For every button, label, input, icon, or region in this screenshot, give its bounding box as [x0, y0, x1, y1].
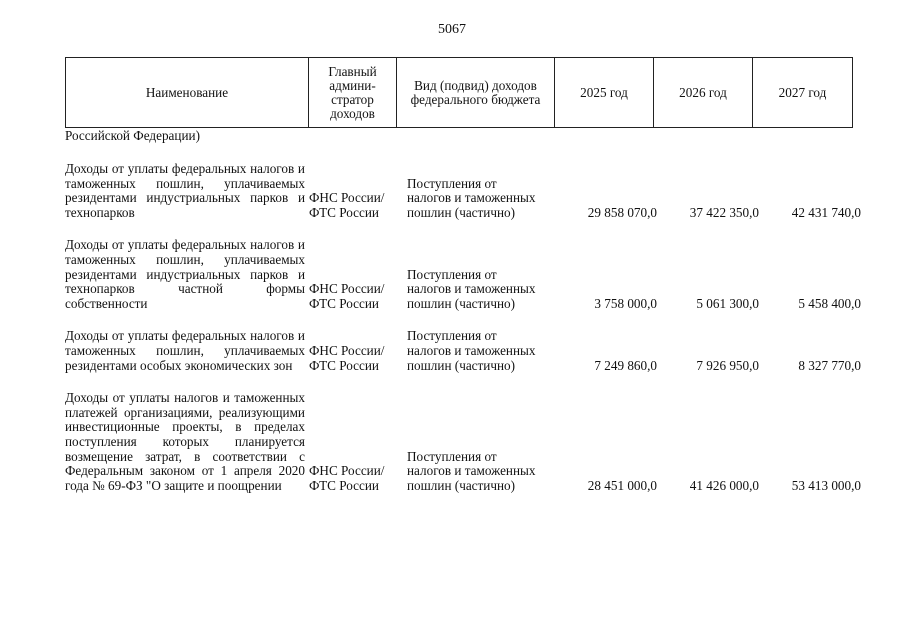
row-kind: Поступления от налогов и таможенных пошлин (частично) [407, 328, 536, 373]
table-row [65, 238, 865, 311]
row-value-2027: 8 327 770,0 [798, 357, 861, 373]
row-admin: ФНС России/ ФТС России [309, 281, 385, 311]
page-number: 5067 [438, 22, 466, 37]
continuation-text: Российской Федерации) [65, 128, 200, 143]
col-header-name: Наименование [66, 58, 309, 128]
col-header-kind: Вид (подвид) доходов федерального бюджета [397, 58, 555, 128]
row-value-2026: 5 061 300,0 [696, 295, 759, 311]
row-admin: ФНС России/ ФТС России [309, 463, 385, 493]
row-value-2026: 41 426 000,0 [689, 477, 759, 493]
row-kind: Поступления от налогов и таможенных пошлин (частично) [407, 175, 536, 220]
row-kind: Поступления от налогов и таможенных пошлин (частично) [407, 448, 536, 493]
col-header-2026: 2026 год [654, 58, 753, 128]
row-value-2026: 37 422 350,0 [689, 204, 759, 220]
row-name: Доходы от уплаты налогов и таможенных платежей организациями, реализующими инвестиционные проекты, в пределах поступления которых планируется возмещение затрат, в соответствии с Федеральным законом от 1 апреля 2020 года № 69-ФЗ "О защите и поощрении [65, 390, 305, 493]
table-row [65, 162, 865, 220]
table-body [65, 128, 865, 511]
row-name: Доходы от уплаты федеральных налогов и таможенных пошлин, уплачиваемых резидентами особых экономических зон [65, 328, 305, 373]
row-value-2027: 42 431 740,0 [791, 204, 861, 220]
row-kind: Поступления от налогов и таможенных пошлин (частично) [407, 266, 536, 311]
row-value-2025: 7 249 860,0 [594, 357, 657, 373]
table-row [65, 391, 865, 493]
col-header-2025: 2025 год [555, 58, 654, 128]
row-admin: ФНС России/ ФТС России [309, 342, 385, 373]
table-row [65, 329, 865, 373]
row-value-2025: 29 858 070,0 [587, 204, 657, 220]
row-value-2027: 53 413 000,0 [791, 477, 861, 493]
row-value-2026: 7 926 950,0 [696, 357, 759, 373]
row-name: Доходы от уплаты федеральных налогов и таможенных пошлин, уплачиваемых резидентами индустриальных парков и технопарков частной формы собственности [65, 237, 305, 311]
row-name: Доходы от уплаты федеральных налогов и таможенных пошлин, уплачиваемых резидентами индустриальных парков и технопарков [65, 161, 305, 220]
table-header [65, 57, 853, 128]
row-value-2025: 28 451 000,0 [587, 477, 657, 493]
col-header-2027: 2027 год [753, 58, 853, 128]
row-admin: ФНС России/ ФТС России [309, 190, 385, 220]
row-value-2027: 5 458 400,0 [798, 295, 861, 311]
row-value-2025: 3 758 000,0 [594, 295, 657, 311]
col-header-admin: Главный админи- стратор доходов [309, 58, 397, 128]
